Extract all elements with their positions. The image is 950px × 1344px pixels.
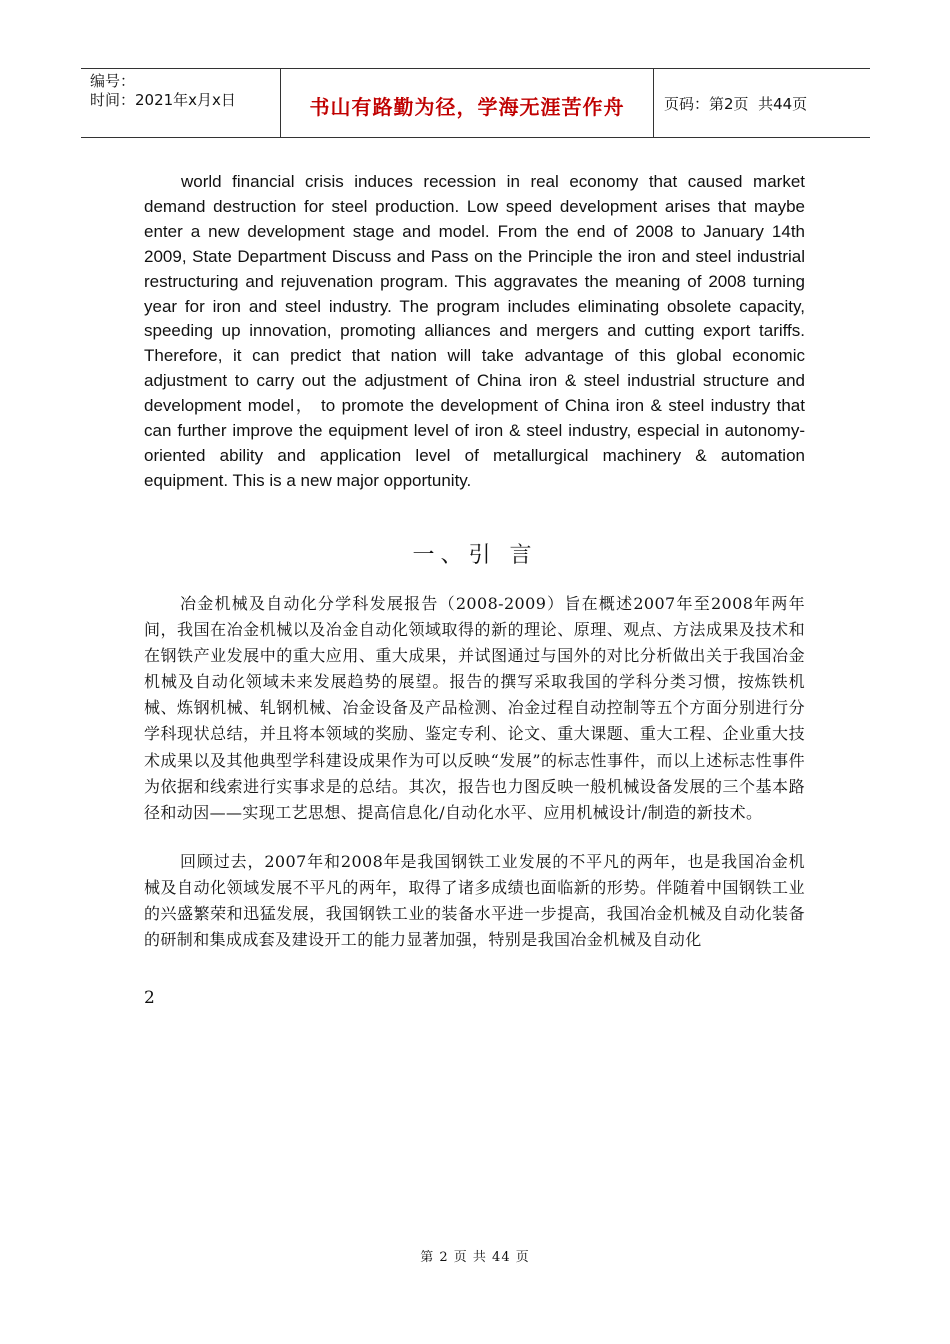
document-number-label: 编号： (90, 72, 136, 90)
header-motto-cell (281, 69, 654, 137)
header-page-info: 页码：第2页 共44页 (664, 94, 808, 113)
body-paragraph-2: 回顾过去，2007年和2008年是我国钢铁工业发展的不平凡的两年，也是我国冶金机械及自动化领域发展不平凡的两年，取得了诸多成绩也面临新的形势。伴随着中国钢铁工业的兴盛繁荣和迅猛发展，我国钢铁工业的装备水平进一步提高，我国冶金机械及自动化装备的研制和集成成套及建设开工的能力显著加强，特别是我国冶金机械及自动化 (144, 852, 805, 950)
header-motto: 书山有路勤为径，学海无涯苦作舟 (309, 94, 625, 119)
page-footer: 第 2 页 共 44 页 (420, 1250, 530, 1265)
document-time-label: 时间：2021年x月x日 (90, 91, 236, 109)
english-abstract-paragraph: world financial crisis induces recession in real economy that caused market demand destruction for steel production. Low speed development arises that maybe enter a new development stage and model. From the end of 2008 to January 14th 2009, State Department Discuss and Pass on the Principle the iron and steel industrial restructuring and rejuvenation program. This aggravates the meaning of 2008 turning year for iron and steel industry. The program includes eliminating obsolete capacity, speeding up innovation, promoting alliances and mergers and cutting export tariffs. Therefore, it can predict that nation will take advantage of this global economic adjustment to carry out the adjustment of China iron & steel industrial structure and development model， to promote the development of China iron & steel industry that can further improve the equipment level of iron & steel industry, especial in autonomy-oriented ability and application level of metallurgical machinery & automation equipment. This is a new major opportunity. (144, 172, 805, 490)
body-paragraph-1: 冶金机械及自动化分学科发展报告（2008-2009）旨在概述2007年至2008年两年间，我国在冶金机械以及冶金自动化领域取得的新的理论、原理、观点、方法成果及技术和在钢铁产业发展中的重大应用、重大成果，并试图通过与国外的对比分析做出关于我国冶金机械及自动化领域未来发展趋势的展望。报告的撰写采取我国的学科分类习惯，按炼铁机械、炼钢机械、轧钢机械、冶金设备及产品检测、冶金过程自动控制等五个方面分别进行分学科现状总结，并且将本领域的奖励、鉴定专利、论文、重大课题、重大工程、企业重大技术成果以及其他典型学科建设成果作为可以反映“发展”的标志性事件，而以上述标志性事件为依据和线索进行实事求是的总结。其次，报告也力图反映一般机械设备发展的三个基本路径和动因——实现工艺思想、提高信息化/自动化水平、应用机械设计/制造的新技术。 (144, 594, 805, 822)
header-meta-cell (81, 69, 281, 137)
inline-page-number: 2 (144, 988, 155, 1008)
header-page-cell (654, 69, 870, 137)
section-title: 一、引 言 (412, 543, 538, 568)
page-header (81, 68, 870, 138)
